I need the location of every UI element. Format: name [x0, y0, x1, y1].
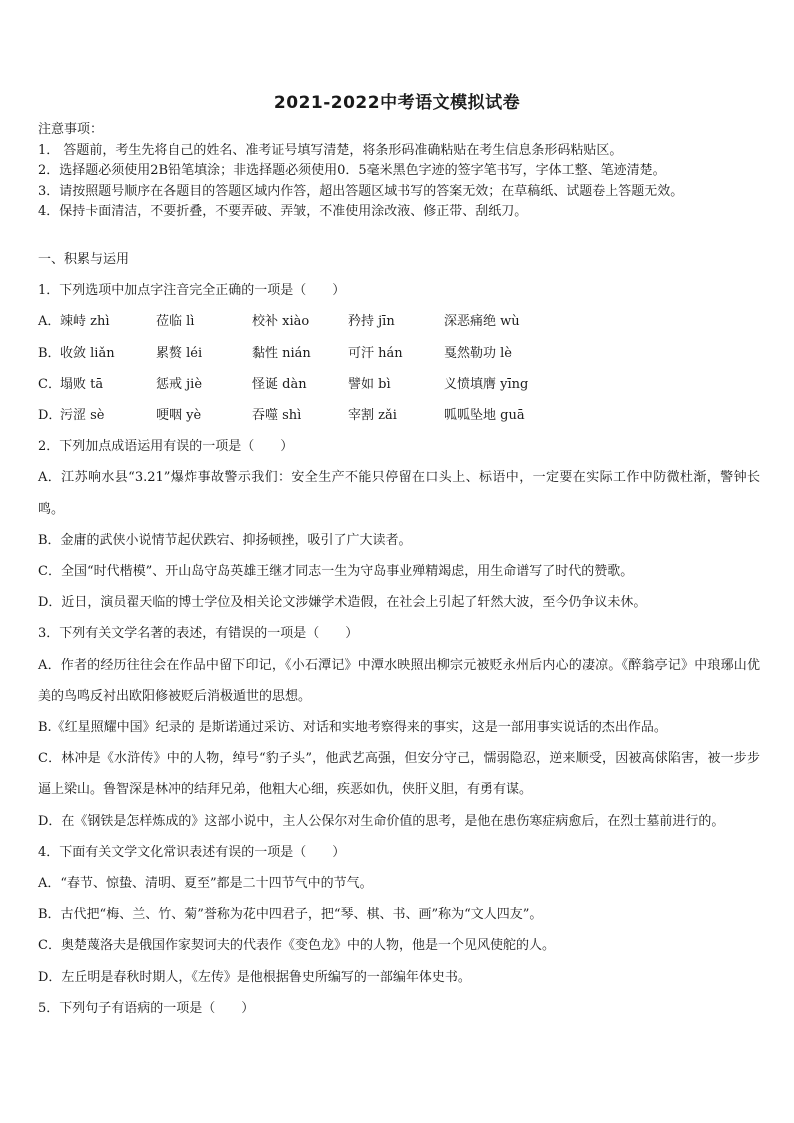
question-3-option-d: D．在《钢铁是怎样炼成的》这部小说中，主人公保尔对生命价值的思考，是他在患伤寒症病愈后，在烈士墓前进行的。 [38, 813, 725, 829]
question-1-stem: 1．下列选项中加点字注音完全正确的一项是（ ） [38, 283, 346, 299]
question-3-option-b: B.《红星照耀中国》纪录的 是斯诺通过采访、对话和实地考察得来的事实，这是一部用事实说话的杰出作品。 [38, 720, 667, 736]
question-4-option-d: D．左丘明是春秋时期人，《左传》是他根据鲁史所编写的一部编年体史书。 [38, 969, 471, 985]
question-5-stem: 5．下列句子有语病的一项是（ ） [38, 1000, 255, 1016]
question-2-option-d: D．近日，演员翟天临的博士学位及相关论文涉嫌学术造假，在社会上引起了轩然大波，至今仍争议未休。 [38, 595, 647, 611]
question-2-option-a: A．江苏响水县“3.21”爆炸事故警示我们：安全生产不能只停留在口头上、标语中，一定要在实际工作中防微杜渐，警钟长鸣。 [38, 470, 760, 517]
question-4-option-c: C．奥楚蔑洛夫是俄国作家契诃夫的代表作《变色龙》中的人物，他是一个见风使舵的人。 [38, 938, 555, 954]
notice-item: 3．请按照题号顺序在各题目的答题区域内作答，超出答题区域书写的答案无效；在草稿纸、试题卷上答题无效。 [38, 183, 684, 199]
question-3-option-c: C．林冲是《水浒传》中的人物，绰号“豹子头”，他武艺高强，但安分守己，懦弱隐忍，逆来顺受，因被高俅陷害，被一步步逼上梁山。鲁智深是林冲的结拜兄弟，他粗大心细，疾恶如仇，侠肝义胆，有勇有谋。 [38, 751, 760, 798]
notice-block [38, 120, 768, 223]
question-1-option-a: A． 竦峙 zhì 莅临 lì 校补 xiào 矜持 jīn 深恶痛绝 wù [38, 314, 520, 330]
question-4-option-a: A．“春节、惊蛰、清明、夏至”都是二十四节气中的节气。 [38, 876, 373, 892]
questions [38, 244, 760, 1024]
question-1-option-c: C． 塌败 tā 惩戒 jiè 怪诞 dàn 譬如 bì 义愤填膺 yīng [38, 376, 529, 392]
question-1-option-b: B． 收敛 liǎn 累赘 léi 黏性 nián 可汗 hán 戛然勒功 lè [38, 345, 512, 361]
notice-heading: 注意事项： [38, 122, 104, 137]
question-2-option-b: B．金庸的武侠小说情节起伏跌宕、抑扬顿挫，吸引了广大读者。 [38, 532, 412, 548]
notice-item: 4．保持卡面清洁，不要折叠，不要弄破、弄皱，不准使用涂改液、修正带、刮纸刀。 [38, 204, 528, 219]
section-heading: 一、积累与运用 [38, 252, 130, 267]
question-2-stem: 2．下列加点成语运用有误的一项是（ ） [38, 439, 294, 455]
notice-item: 1． 答题前，考生先将自己的姓名、准考证号填写清楚，将条形码准确粘贴在考生信息条形码粘贴区。 [38, 142, 623, 158]
question-4-stem: 4．下面有关文学文化常识表述有误的一项是（ ） [38, 844, 346, 860]
question-1-option-d: D． 污涩 sè 哽咽 yè 吞噬 shì 宰割 zǎi 呱呱坠地 guā [38, 408, 525, 424]
question-3-option-a: A．作者的经历往往会在作品中留下印记，《小石潭记》中潭水映照出柳宗元被贬永州后内心的凄凉。《醉翁亭记》中琅琊山优美的鸟鸣反衬出欧阳修被贬后消极遁世的思想。 [38, 657, 760, 704]
page-title: 2021-2022中考语文模拟试卷 [273, 93, 521, 113]
question-3-stem: 3．下列有关文学名著的表述，有错误的一项是（ ） [38, 626, 359, 642]
notice-item: 2．选择题必须使用2B铅笔填涂；非选择题必须使用0．5毫米黑色字迹的签字笔书写，字体工整、笔迹清楚。 [38, 163, 666, 178]
question-4-option-b: B．古代把“梅、兰、竹、菊”誉称为花中四君子，把“琴、棋、书、画”称为“文人四友”。 [38, 907, 543, 923]
question-2-option-c: C．全国“时代楷模”、开山岛守岛英雄王继才同志一生为守岛事业殚精竭虑，用生命谱写了时代的赞歌。 [38, 564, 634, 580]
